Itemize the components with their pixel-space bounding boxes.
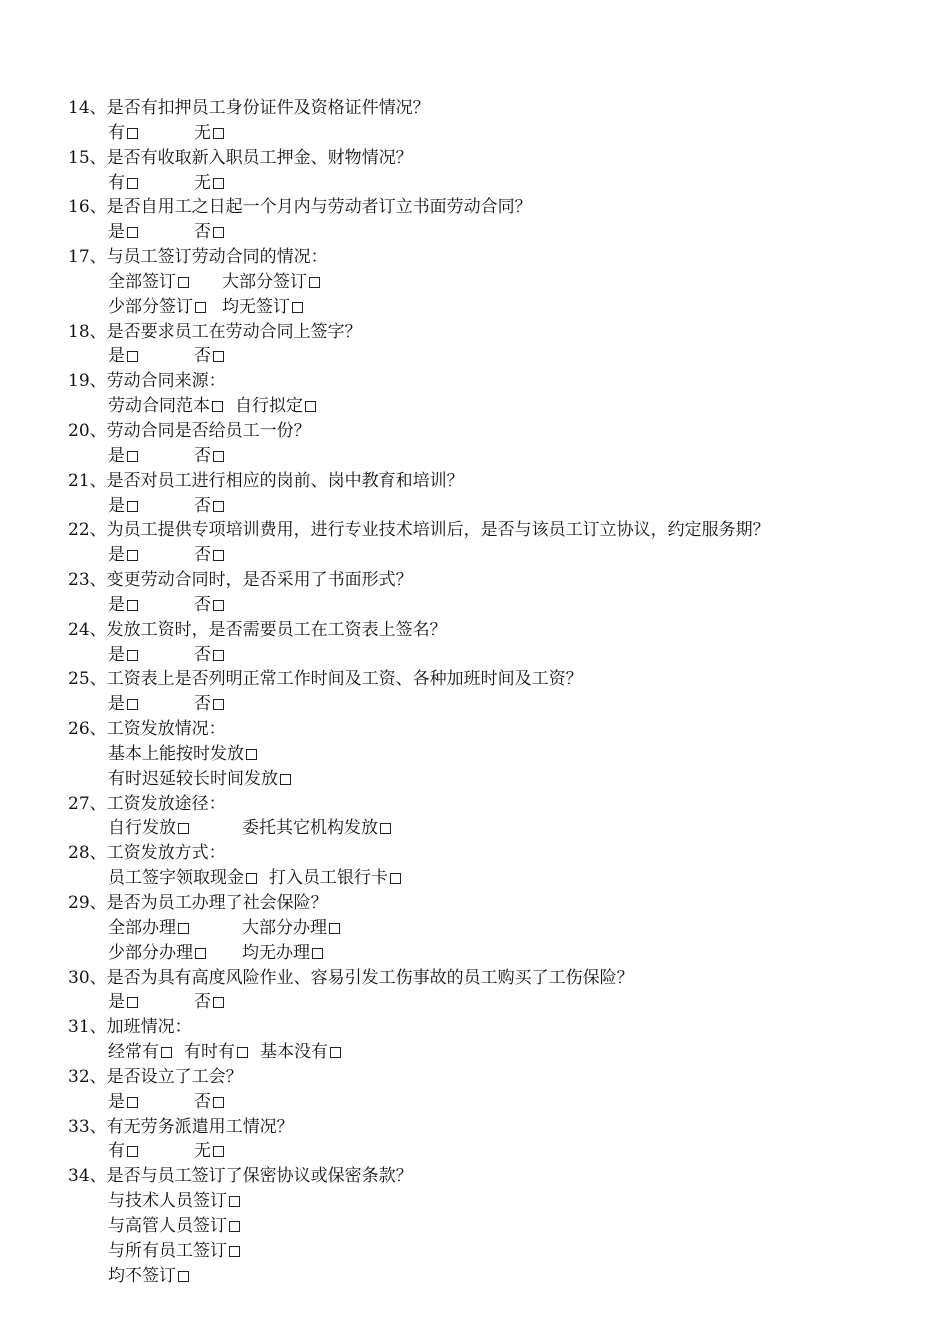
answer-row [68,494,908,519]
question-item [68,146,908,171]
question-text: 是否要求员工在劳动合同上签字？ [106,321,362,342]
question-item [68,891,908,916]
option-label: 打入员工银行卡 [269,868,388,889]
answer-option[interactable] [194,494,224,519]
question-number: 26、 [68,719,107,740]
question-text: 工资表上是否列明正常工作时间及工资、各种加班时间及工资？ [106,669,583,690]
option-label: 有 [108,172,125,193]
checkbox-icon[interactable] [213,178,224,189]
checkbox-icon[interactable] [305,401,316,412]
option-label: 均无签订 [222,296,290,317]
answer-row [68,220,908,245]
checkbox-icon[interactable] [213,501,224,512]
question-number: 19、 [68,371,107,392]
checkbox-icon[interactable] [127,501,138,512]
checkbox-icon[interactable] [213,128,224,139]
checkbox-icon[interactable] [178,277,189,288]
question-item [68,966,908,991]
answer-option[interactable] [108,1139,194,1164]
question-text: 是否为员工办理了社会保险？ [106,893,328,913]
question-item [68,1164,908,1189]
checkbox-icon[interactable] [213,550,224,561]
question-item [68,667,908,692]
option-label: 基本上能按时发放 [108,743,244,764]
question-text: 工资发放情况： [106,719,226,740]
checkbox-icon[interactable] [127,351,138,362]
answer-option[interactable] [108,1040,172,1065]
answer-option[interactable] [242,816,391,841]
question-text: 有无劳务派遣用工情况？ [106,1116,294,1137]
question-text: 劳动合同是否给员工一份？ [106,420,311,441]
option-label: 自行拟定 [235,396,303,417]
question-item [68,245,908,270]
option-label: 是 [108,992,125,1013]
answer-option[interactable] [108,1189,240,1214]
answer-option[interactable] [235,394,316,419]
answer-option[interactable] [108,220,194,245]
option-label: 否 [194,545,211,566]
answer-option[interactable] [108,643,194,668]
question-text: 工资发放途径： [106,793,226,814]
answer-option[interactable] [108,394,223,419]
checkbox-icon[interactable] [213,451,224,462]
checkbox-icon[interactable] [213,1146,224,1157]
checkbox-icon[interactable] [212,401,223,412]
answer-option[interactable] [108,1239,240,1264]
answer-row [68,171,908,196]
answer-option[interactable] [108,941,242,966]
question-number: 22、 [68,520,107,541]
checkbox-icon[interactable] [213,1097,224,1108]
answer-option[interactable] [222,295,303,320]
option-label: 是 [108,222,125,243]
question-text: 是否为具有高度风险作业、容易引发工伤事故的员工购买了工伤保险？ [106,967,634,988]
option-label: 无 [194,1141,211,1162]
option-label: 与技术人员签订 [108,1191,227,1212]
question-number: 32、 [68,1066,107,1087]
option-label: 大部分签订 [222,271,307,292]
answer-option[interactable] [108,295,222,320]
question-number: 29、 [68,893,107,913]
checkbox-icon[interactable] [246,873,257,884]
option-label: 是 [108,1091,125,1112]
answer-option[interactable] [108,270,222,295]
answer-option[interactable] [108,121,194,146]
checkbox-icon[interactable] [330,1047,341,1058]
answer-option[interactable] [184,1040,248,1065]
question-number: 18、 [68,321,107,342]
answer-row [68,916,908,941]
option-label: 员工签字领取现金 [108,868,244,889]
answer-option[interactable] [108,171,194,196]
option-label: 自行发放 [108,818,176,839]
answer-option[interactable] [222,270,320,295]
question-number: 21、 [68,470,107,491]
answer-row [68,270,908,295]
checkbox-icon[interactable] [127,600,138,611]
question-number: 31、 [68,1017,107,1038]
checkbox-icon[interactable] [195,948,206,959]
checkbox-icon[interactable] [246,749,257,760]
answer-option[interactable] [194,1090,224,1115]
checkbox-icon[interactable] [127,650,138,661]
option-label: 劳动合同范本 [108,396,210,417]
answer-option[interactable] [260,1040,341,1065]
question-item [68,568,908,593]
checkbox-icon[interactable] [280,774,291,785]
option-label: 否 [194,1091,211,1112]
answer-option[interactable] [194,344,224,369]
questionnaire-body [68,96,908,1289]
checkbox-icon[interactable] [213,997,224,1008]
answer-option[interactable] [108,1214,240,1239]
question-item [68,96,908,121]
answer-option[interactable] [108,692,194,717]
option-label: 委托其它机构发放 [242,818,378,839]
answer-row [68,941,908,966]
option-label: 大部分办理 [242,917,327,938]
answer-option[interactable] [242,916,340,941]
answer-option[interactable] [194,543,224,568]
answer-option[interactable] [194,593,224,618]
answer-option[interactable] [108,494,194,519]
option-label: 均不签订 [108,1265,176,1286]
answer-option[interactable] [194,692,224,717]
option-label: 全部签订 [108,271,176,292]
answer-option[interactable] [194,643,224,668]
checkbox-icon[interactable] [329,923,340,934]
question-text: 是否有收取新入职员工押金、财物情况？ [106,147,413,168]
option-label: 是 [108,594,125,615]
question-text: 发放工资时，是否需要员工在工资表上签名？ [106,619,447,640]
answer-option[interactable] [194,444,224,469]
option-label: 否 [194,644,211,665]
option-label: 否 [194,445,211,466]
checkbox-icon[interactable] [213,351,224,362]
answer-option[interactable] [108,444,194,469]
answer-row [68,1189,908,1214]
checkbox-icon[interactable] [229,1221,240,1232]
answer-row [68,444,908,469]
checkbox-icon[interactable] [237,1047,248,1058]
question-item [68,618,908,643]
answer-option[interactable] [108,742,257,767]
answer-row [68,295,908,320]
option-label: 否 [194,222,211,243]
answer-option[interactable] [194,1139,224,1164]
checkbox-icon[interactable] [229,1196,240,1207]
answer-row [68,816,908,841]
question-item [68,469,908,494]
answer-option[interactable] [194,990,224,1015]
checkbox-icon[interactable] [178,823,189,834]
question-item [68,792,908,817]
question-item [68,195,908,220]
option-label: 否 [194,594,211,615]
answer-row [68,1264,908,1289]
question-item [68,841,908,866]
answer-option[interactable] [269,866,401,891]
answer-option[interactable] [108,816,242,841]
answer-option[interactable] [108,593,194,618]
question-text: 变更劳动合同时，是否采用了书面形式？ [106,570,413,591]
checkbox-icon[interactable] [390,873,401,884]
option-label: 是 [108,495,125,516]
question-number: 33、 [68,1116,107,1137]
answer-option[interactable] [194,121,224,146]
question-text: 是否对员工进行相应的岗前、岗中教育和培训？ [106,470,464,491]
question-text: 是否与员工签订了保密协议或保密条款？ [106,1166,413,1187]
question-text: 是否有扣押员工身份证件及资格证件情况？ [106,98,430,118]
question-number: 15、 [68,147,107,168]
checkbox-icon[interactable] [127,451,138,462]
answer-row [68,394,908,419]
question-number: 23、 [68,570,107,591]
answer-row [68,990,908,1015]
answer-option[interactable] [194,171,224,196]
option-label: 少部分办理 [108,942,193,963]
question-number: 20、 [68,420,107,441]
question-text: 是否自用工之日起一个月内与劳动者订立书面劳动合同？ [106,197,532,218]
checkbox-icon[interactable] [127,550,138,561]
checkbox-icon[interactable] [178,1271,189,1282]
answer-row [68,121,908,146]
option-label: 无 [194,172,211,193]
answer-row [68,1040,908,1065]
answer-row [68,1139,908,1164]
answer-row [68,1214,908,1239]
option-label: 是 [108,346,125,367]
question-number: 14、 [68,98,107,118]
question-number: 28、 [68,843,107,864]
answer-option[interactable] [108,1090,194,1115]
checkbox-icon[interactable] [127,997,138,1008]
answer-row [68,1239,908,1264]
checkbox-icon[interactable] [178,923,189,934]
checkbox-icon[interactable] [161,1047,172,1058]
question-item [68,1115,908,1140]
checkbox-icon[interactable] [127,1146,138,1157]
option-label: 基本没有 [260,1042,328,1063]
option-label: 均无办理 [242,942,310,963]
option-label: 有 [108,122,125,143]
answer-row [68,692,908,717]
option-label: 少部分签订 [108,296,193,317]
checkbox-icon[interactable] [127,128,138,139]
question-number: 34、 [68,1166,107,1187]
question-number: 24、 [68,619,107,640]
answer-row [68,767,908,792]
option-label: 否 [194,992,211,1013]
checkbox-icon[interactable] [312,948,323,959]
option-label: 有时有 [184,1042,235,1063]
answer-row [68,742,908,767]
checkbox-icon[interactable] [195,302,206,313]
checkbox-icon[interactable] [309,277,320,288]
checkbox-icon[interactable] [213,699,224,710]
answer-row [68,543,908,568]
checkbox-icon[interactable] [213,600,224,611]
answer-row [68,866,908,891]
question-number: 17、 [68,247,107,268]
answer-option[interactable] [108,543,194,568]
answer-option[interactable] [108,344,194,369]
question-item [68,1015,908,1040]
option-label: 与所有员工签订 [108,1240,227,1261]
option-label: 是 [108,445,125,466]
question-number: 25、 [68,669,107,690]
answer-row [68,1090,908,1115]
question-text: 工资发放方式： [106,843,226,864]
question-item [68,518,908,543]
question-text: 为员工提供专项培训费用，进行专业技术培训后，是否与该员工订立协议，约定服务期？ [106,520,770,541]
answer-row [68,344,908,369]
checkbox-icon[interactable] [380,823,391,834]
question-number: 27、 [68,793,107,814]
question-number: 30、 [68,967,107,988]
checkbox-icon[interactable] [229,1246,240,1257]
answer-option[interactable] [242,941,323,966]
option-label: 否 [194,495,211,516]
checkbox-icon[interactable] [127,1097,138,1108]
checkbox-icon[interactable] [213,227,224,238]
answer-option[interactable] [194,220,224,245]
option-label: 无 [194,122,211,143]
question-text: 与员工签订劳动合同的情况： [106,247,328,268]
option-label: 是 [108,694,125,715]
checkbox-icon[interactable] [213,650,224,661]
checkbox-icon[interactable] [127,178,138,189]
checkbox-icon[interactable] [292,302,303,313]
answer-row [68,643,908,668]
answer-option[interactable] [108,990,194,1015]
option-label: 是 [108,644,125,665]
question-item [68,419,908,444]
question-item [68,1065,908,1090]
question-item [68,369,908,394]
checkbox-icon[interactable] [127,227,138,238]
option-label: 否 [194,694,211,715]
answer-option[interactable] [108,916,242,941]
question-text: 加班情况： [106,1017,192,1038]
option-label: 有 [108,1141,125,1162]
question-text: 是否设立了工会？ [106,1066,243,1087]
answer-row [68,593,908,618]
question-text: 劳动合同来源： [106,371,226,392]
option-label: 经常有 [108,1042,159,1063]
question-number: 16、 [68,197,107,218]
checkbox-icon[interactable] [127,699,138,710]
option-label: 是 [108,545,125,566]
question-item [68,717,908,742]
option-label: 否 [194,346,211,367]
option-label: 有时迟延较长时间发放 [108,768,278,789]
question-item [68,320,908,345]
answer-option[interactable] [108,866,257,891]
option-label: 与高管人员签订 [108,1215,227,1236]
answer-option[interactable] [108,767,291,792]
answer-option[interactable] [108,1264,189,1289]
option-label: 全部办理 [108,917,176,938]
